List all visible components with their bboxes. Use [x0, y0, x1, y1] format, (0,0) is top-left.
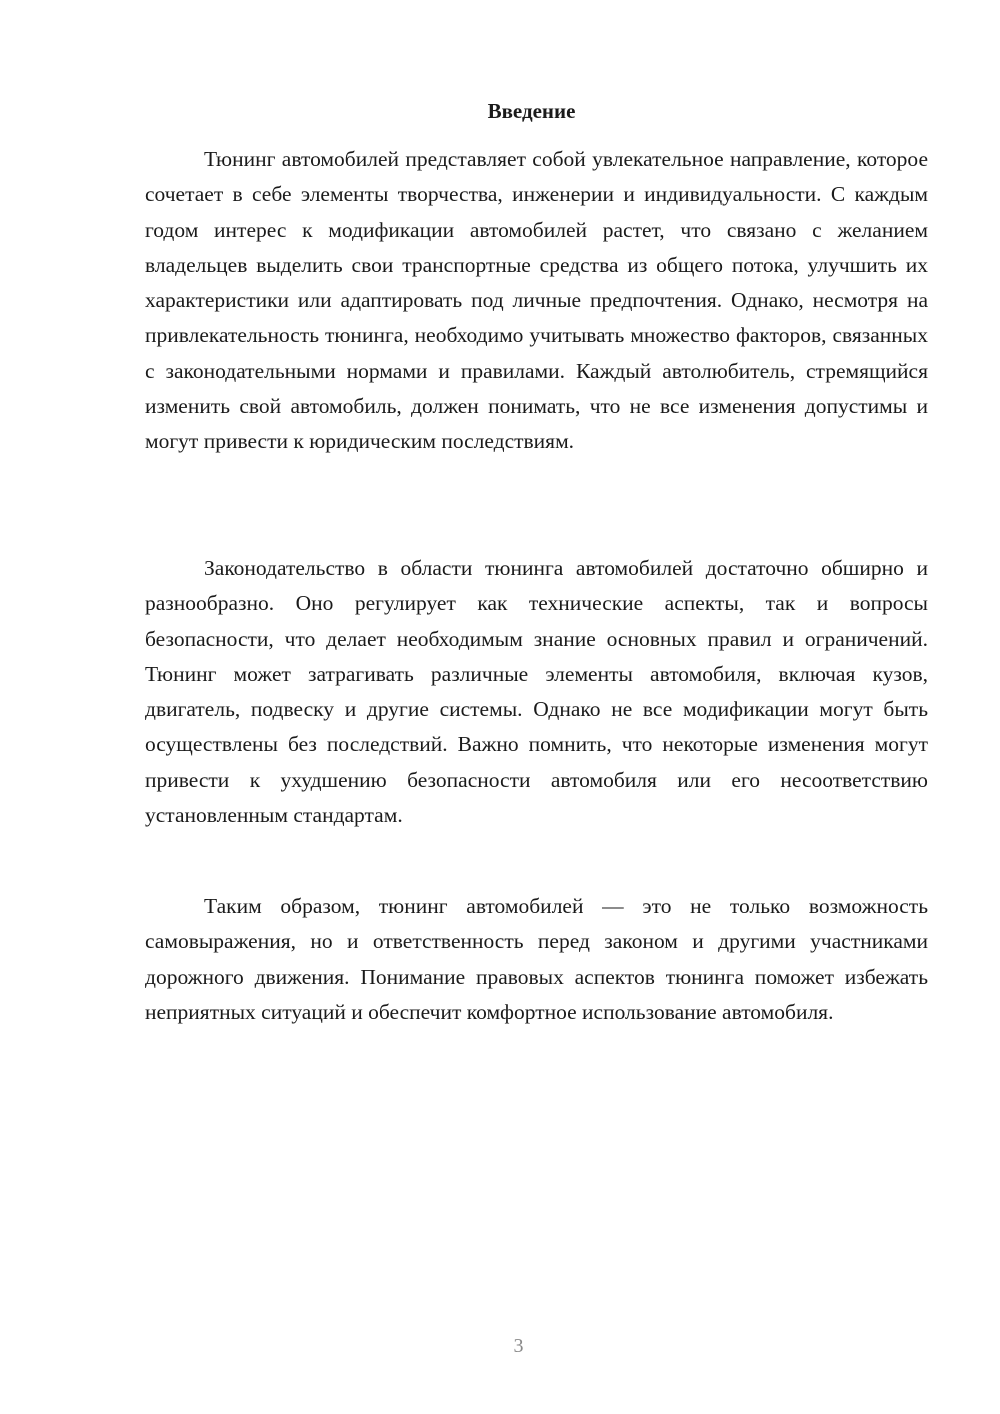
document-page — [145, 0, 928, 1414]
section-heading-text: Введение — [487, 99, 576, 123]
paragraph-3: Таким образом, тюнинг автомобилей — это не только возможность самовыражения, но и ответственность перед законом и другими участниками дорожного движения. Понимание правовых аспектов тюнинга поможет избежать неприятных ситуаций и обеспечит комфортное использование автомобиля. — [145, 894, 928, 1024]
page-number — [145, 1335, 928, 1358]
section-heading — [145, 97, 928, 125]
paragraph-1: Тюнинг автомобилей представляет собой увлекательное направление, которое сочетает в себе элементы творчества, инженерии и индивидуальности. С каждым годом интерес к модификации автомобилей растет, что связано с желанием владельцев выделить свои транспортные средства из общего потока, улучшить их характеристики или адаптировать под личные предпочтения. Однако, несмотря на привлекательность тюнинга, необходимо учитывать множество факторов, связанных с законодательными нормами и правилами. Каждый автолюбитель, стремящийся изменить свой автомобиль, должен понимать, что не все изменения допустимы и могут привести к юридическим последствиям. — [145, 147, 928, 454]
paragraph-2: Законодательство в области тюнинга автомобилей достаточно обширно и разнообразно. Оно регулирует как технические аспекты, так и вопросы безопасности, что делает необходимым знание основных правил и ограничений. Тюнинг может затрагивать различные элементы автомобиля, включая кузов, двигатель, подвеску и другие системы. Однако не все модификации могут быть осуществлены без последствий. Важно помнить, что некоторые изменения могут привести к ухудшению безопасности автомобиля или его несоответствию установленным стандартам. — [145, 556, 928, 828]
page-number-text: 3 — [513, 1335, 524, 1357]
